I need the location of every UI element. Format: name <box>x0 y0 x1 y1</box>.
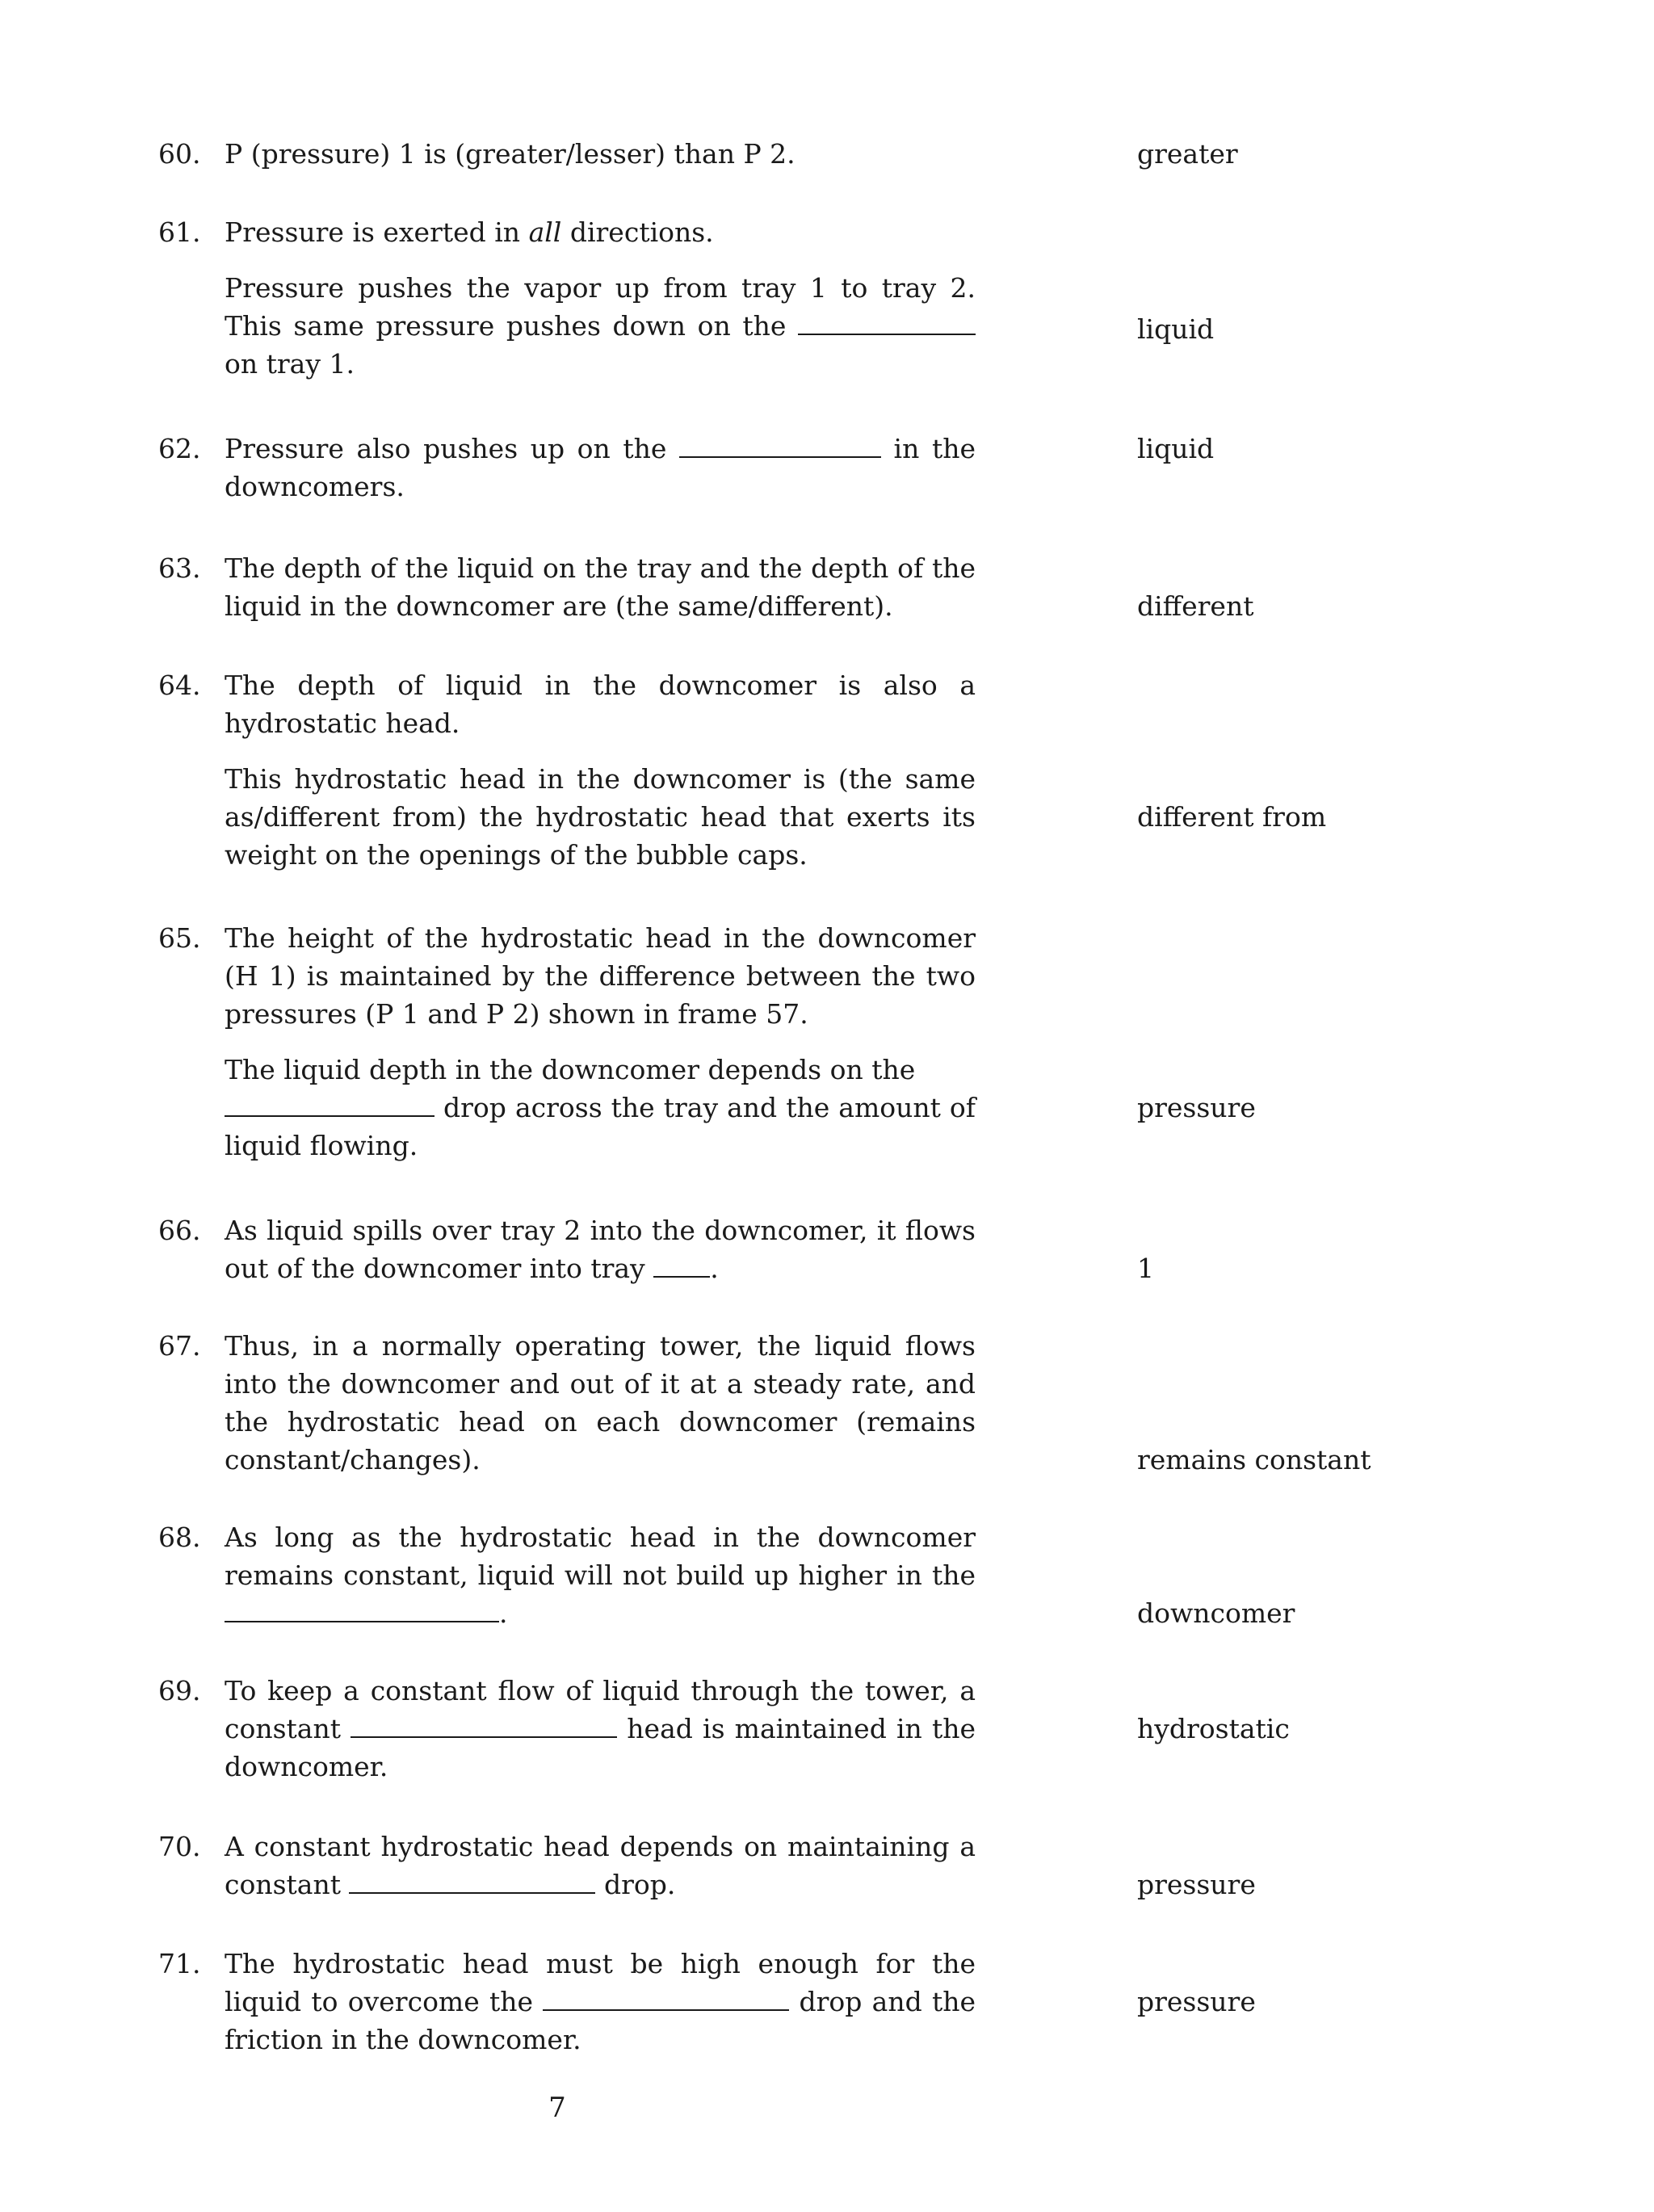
text-run: The hydrostatic head must be high enough for the liquid to overcome the <box>225 1948 976 2017</box>
question-text <box>225 1211 976 1287</box>
frame-question <box>225 1828 976 1921</box>
text-run: on tray 1. <box>225 348 355 380</box>
answer-blank <box>225 1093 434 1117</box>
text-run: As long as the hydrostatic head in the downcomer remains constant, liquid will not build up higher in the <box>225 1522 976 1591</box>
frame-question <box>225 919 976 1182</box>
question-text: The depth of the liquid on the tray and the depth of the liquid in the downcomer are (the same/different). <box>225 552 976 622</box>
question-text: P (pressure) 1 is (greater/lesser) than P 2. <box>225 138 796 170</box>
text-run: drop. <box>595 1869 676 1900</box>
text-run: Pressure also pushes up on the <box>225 433 679 464</box>
text-run: As liquid spills over tray 2 into the downcomer, it flows out of the downcomer into tray <box>225 1215 976 1284</box>
question-text <box>225 430 976 506</box>
text-run: head is maintained in the downcomer. <box>225 1713 976 1782</box>
frame-question <box>225 1945 976 2076</box>
page-number: 7 <box>548 2092 566 2124</box>
question-text <box>225 1518 976 1632</box>
answer-blank <box>679 434 881 458</box>
frame-number: 63. <box>158 552 201 584</box>
answer-blank <box>653 1253 710 1278</box>
question-text: This hydrostatic head in the downcomer is (the same as/different from) the hydrostatic head that exerts its weight on the openings of the bubble caps. <box>225 763 976 871</box>
question-text <box>225 1828 976 1903</box>
frame-number: 69. <box>158 1675 201 1706</box>
frame-number: 65. <box>158 922 201 954</box>
frame-question <box>225 1672 976 1803</box>
text-run: drop and the friction in the downcomer. <box>225 1986 976 2055</box>
frame-number: 70. <box>158 1831 201 1862</box>
question-text <box>225 1945 976 2059</box>
question-text: The depth of liquid in the downcomer is also a hydrostatic head. <box>225 669 976 739</box>
text-run: Pressure is exerted in <box>225 216 529 248</box>
answer-blank <box>225 1598 499 1622</box>
text-run: A constant hydrostatic head depends on maintaining a constant <box>225 1831 976 1900</box>
frame-number: 64. <box>158 669 201 701</box>
frame-answer: different from <box>1137 801 1327 833</box>
question-text <box>225 269 976 383</box>
text-run: . <box>710 1253 719 1284</box>
frame-answer: 1 <box>1137 1253 1154 1284</box>
frame-number: 67. <box>158 1330 201 1362</box>
frame-question <box>225 135 976 191</box>
frame-question <box>225 1518 976 1650</box>
answer-blank <box>349 1870 595 1894</box>
question-text <box>225 1672 976 1786</box>
frame-question <box>225 213 976 401</box>
frame-number: 66. <box>158 1215 201 1246</box>
answer-blank <box>351 1714 617 1738</box>
text-run: To keep a constant flow of liquid through the tower, a constant <box>225 1675 976 1744</box>
frame-number: 62. <box>158 433 201 464</box>
frame-answer: remains constant <box>1137 1444 1371 1475</box>
text-run: directions. <box>561 216 714 248</box>
frame-question <box>225 1211 976 1305</box>
frame-answer: liquid <box>1137 313 1215 345</box>
emphasis-text: all <box>528 216 562 248</box>
frame-answer: different <box>1137 590 1254 622</box>
frame-answer: pressure <box>1137 1869 1256 1900</box>
frame-number: 71. <box>158 1948 201 1979</box>
frame-answer: pressure <box>1137 1986 1256 2017</box>
frame-answer: pressure <box>1137 1092 1256 1123</box>
frame-number: 61. <box>158 216 201 248</box>
question-text <box>225 1051 976 1165</box>
frame-question <box>225 430 976 523</box>
text-run: Pressure pushes the vapor up from tray 1 to tray 2. This same pressure pushes down on the <box>225 272 976 342</box>
frame-answer: downcomer <box>1137 1597 1295 1629</box>
frame-number: 60. <box>158 138 201 170</box>
text-run: . <box>499 1597 508 1629</box>
text-run: in the downcomers. <box>225 433 976 502</box>
frame-question <box>225 549 976 643</box>
question-text <box>225 213 976 251</box>
frame-answer: greater <box>1137 138 1238 170</box>
answer-blank <box>798 311 976 335</box>
frame-question <box>225 1327 976 1496</box>
frame-answer: hydrostatic <box>1137 1713 1290 1744</box>
answer-blank <box>543 1987 789 2011</box>
frame-question <box>225 666 976 892</box>
frame-answer: liquid <box>1137 433 1215 464</box>
frame-number: 68. <box>158 1522 201 1553</box>
question-text: Thus, in a normally operating tower, the liquid flows into the downcomer and out of it at a steady rate, and the hydrostatic head on each downcomer (remains constant/changes). <box>225 1330 976 1475</box>
question-text: The height of the hydrostatic head in the downcomer (H 1) is maintained by the difference between the two pressures (P 1 and P 2) shown in frame 57. <box>225 922 976 1030</box>
text-run: The liquid depth in the downcomer depends on the <box>225 1054 916 1085</box>
text-run: drop across the tray and the amount of liquid flowing. <box>225 1092 976 1161</box>
